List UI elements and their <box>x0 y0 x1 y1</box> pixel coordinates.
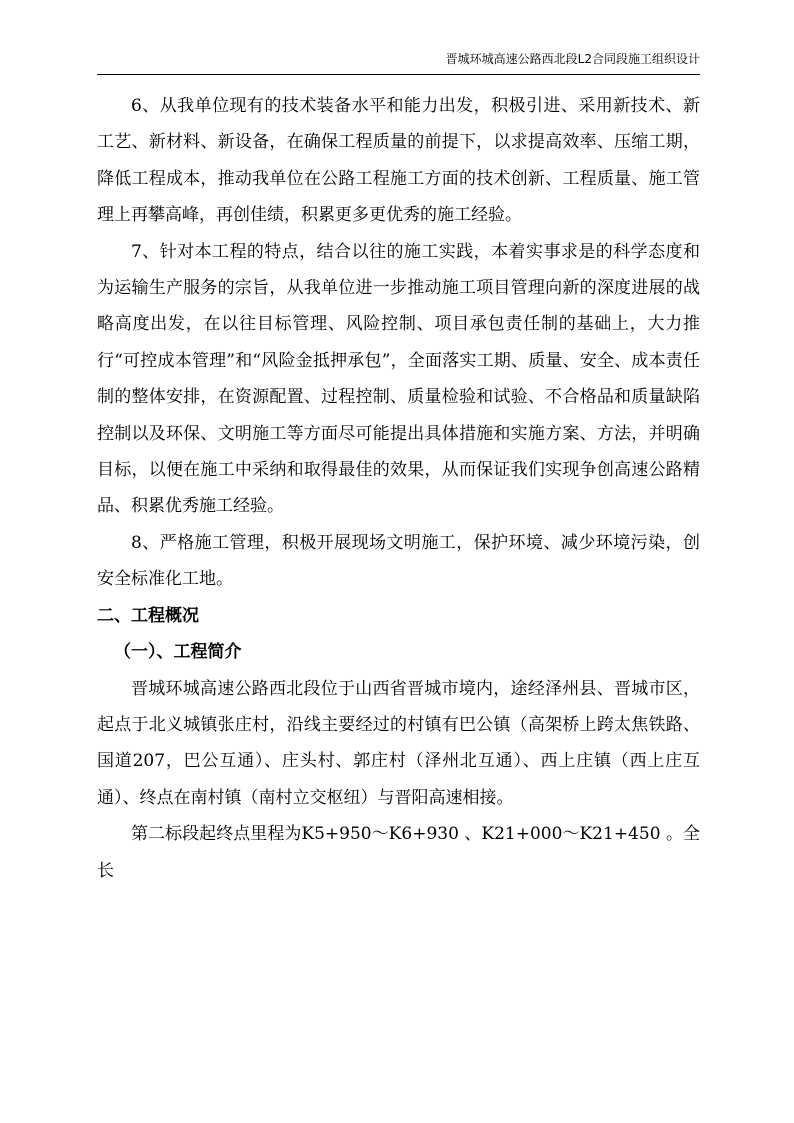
document-body <box>97 88 700 889</box>
subsection-heading-project-intro: （一）、工程简介 <box>114 642 242 663</box>
paragraph-section-mileage: 第二标段起终点里程为K5+950～K6+930 、K21+000～K21+450 。全长 <box>97 824 700 881</box>
paragraph-item-6: 6、从我单位现有的技术装备水平和能力出发，积极引进、采用新技术、新工艺、新材料、新设备，在确保工程质量的前提下，以求提高效率、压缩工期，降低工程成本，推动我单位在公路工程施工方面的技术创新、工程质量、施工管理上再攀高峰，再创佳绩，积累更多更优秀的施工经验。 <box>97 96 700 226</box>
paragraph-item-7: 7、针对本工程的特点，结合以往的施工实践，本着实事求是的科学态度和为运输生产服务的宗旨，从我单位进一步推动施工项目管理向新的深度进展的战略高度出发，在以往目标管理、风险控制、项目承包责任制的基础上，大力推行“可控成本管理”和“风险金抵押承包”，全面落实工期、质量、安全、成本责任制的整体安排，在资源配置、过程控制、质量检验和试验、不合格品和质量缺陷控制以及环保、文明施工等方面尽可能提出具体措施和实施方案、方法，并明确目标，以便在施工中采纳和取得最佳的效果，从而保证我们实现争创高速公路精品、积累优秀施工经验。 <box>97 241 700 517</box>
section-heading-project-overview: 二、工程概况 <box>97 605 199 626</box>
page-header <box>97 50 700 75</box>
header-title: 晋城环城高速公路西北段L2合同段施工组织设计 <box>445 52 700 66</box>
paragraph-item-8: 8、严格施工管理，积极开展现场文明施工，保护环境、减少环境污染，创安全标准化工地。 <box>97 532 700 590</box>
paragraph-project-intro: 晋城环城高速公路西北段位于山西省晋城市境内，途经泽州县、晋城市区，起点于北义城镇张庄村，沿线主要经过的村镇有巴公镇（高架桥上跨太焦铁路、国道207，巴公互通）、庄头村、郭庄村（泽州北互通）、西上庄镇（西上庄互通）、终点在南村镇（南村立交枢纽）与晋阳高速相接。 <box>97 678 700 808</box>
